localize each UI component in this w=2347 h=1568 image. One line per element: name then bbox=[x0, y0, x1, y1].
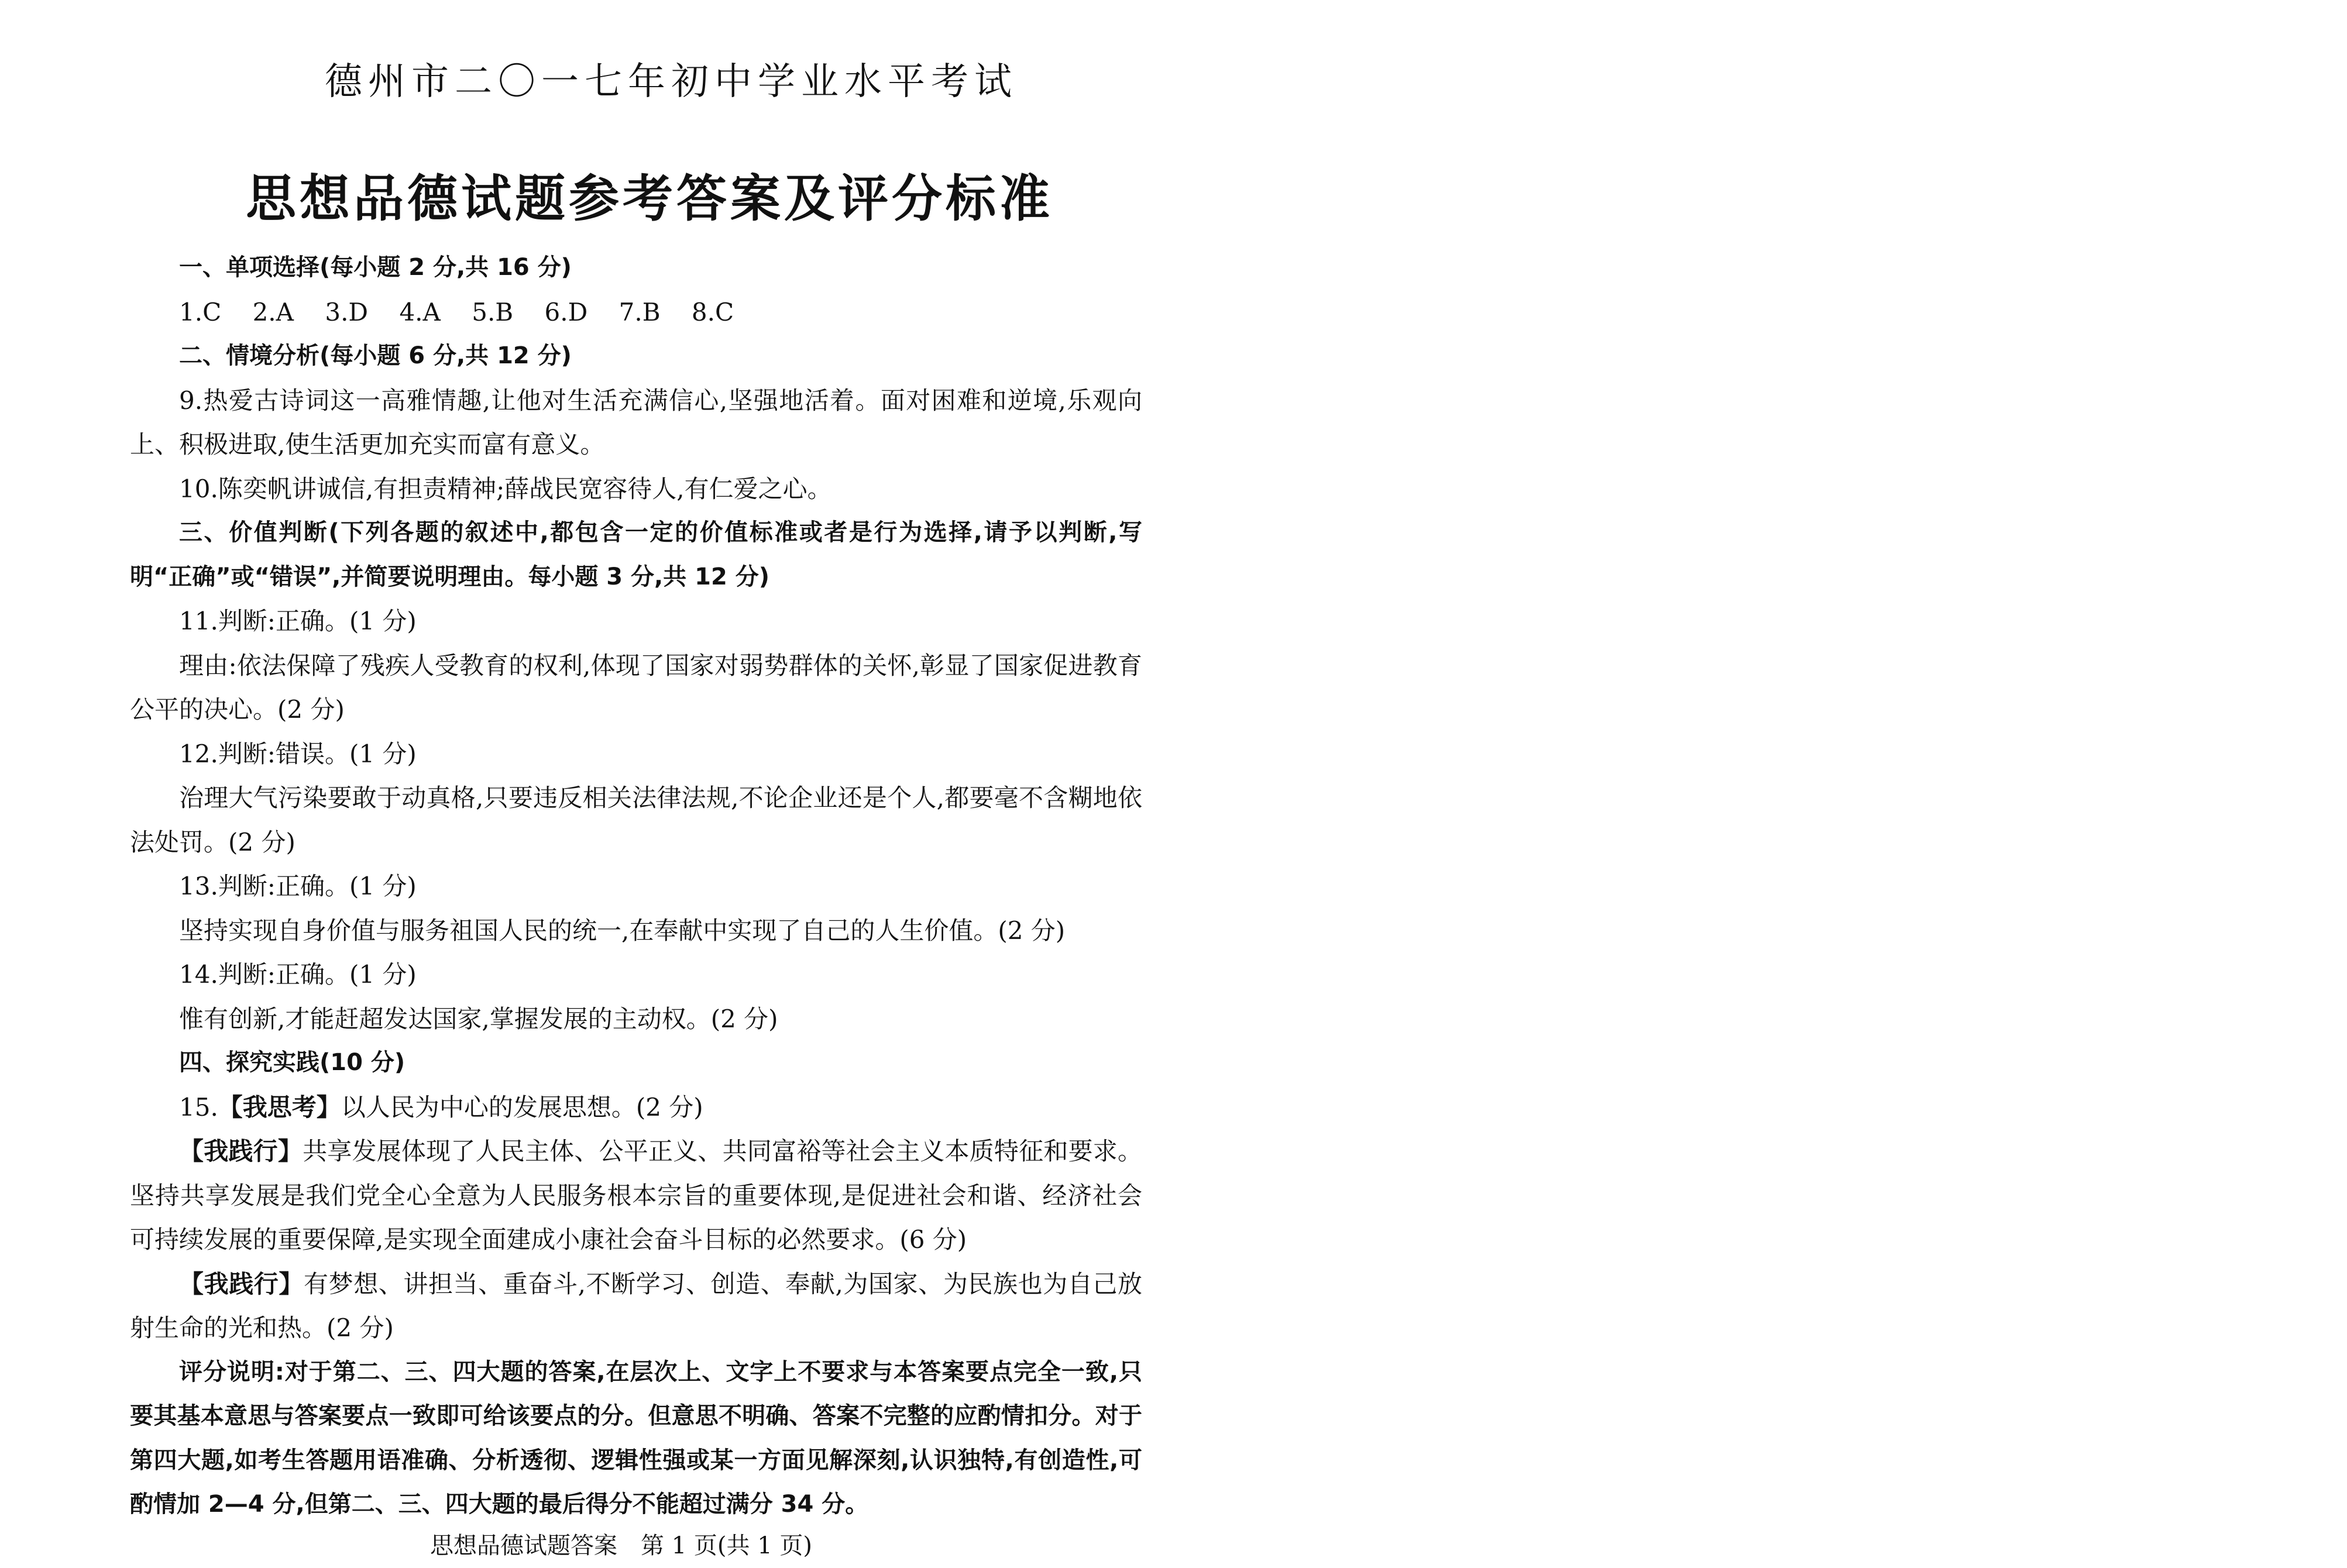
choice-answer: 6.D bbox=[544, 297, 588, 326]
question-13-judgement: 13.判断:正确。(1 分) bbox=[179, 872, 417, 900]
choice-answer: 1.C bbox=[179, 297, 222, 326]
page-footer: 思想品德试题答案 第 1 页(共 1 页) bbox=[430, 1532, 812, 1559]
question-9-answer: 9.热爱古诗词这一高雅情趣,让他对生活充满信心,坚强地活着。面对困难和逆境,乐观向上、积极进取,使生活更加充实而富有意义。 bbox=[130, 386, 1142, 459]
choice-answer: 4.A bbox=[399, 297, 441, 326]
i-practice-text: 共享发展体现了人民主体、公平正义、共同富裕等社会主义本质特征和要求。坚持共享发展是我们党全心全意为人民服务根本宗旨的重要体现,是促进社会和谐、经济社会可持续发展的重要保障,是实现全面建成小康社会奋斗目标的必然要求。(6 分) bbox=[130, 1137, 1142, 1254]
i-practice-text: 有梦想、讲担当、重奋斗,不断学习、创造、奉献,为国家、为民族也为自己放射生命的光和热。(2 分) bbox=[130, 1269, 1142, 1342]
grading-note: 评分说明:对于第二、三、四大题的答案,在层次上、文字上不要求与本答案要点完全一致,只要其基本意思与答案要点一致即可给该要点的分。但意思不明确、答案不完整的应酌情扣分。对于第四大题,如考生答题用语准确、分析透彻、逻辑性强或某一方面见解深刻,认识独特,有创造性,可酌情加 2—4 分,但第二、三、四大题的最后得分不能超过满分 34 分。 bbox=[130, 1358, 1142, 1518]
question-15-think bbox=[130, 1085, 1142, 1130]
section-4-heading: 四、探究实践(10 分) bbox=[179, 1049, 406, 1076]
question-11-judgement: 11.判断:正确。(1 分) bbox=[179, 607, 417, 635]
question-14-judgement: 14.判断:正确。(1 分) bbox=[179, 960, 417, 989]
i-practice-tag: 【我践行】 bbox=[179, 1269, 304, 1298]
section-1-heading: 一、单项选择(每小题 2 分,共 16 分) bbox=[179, 254, 572, 281]
section-2-heading: 二、情境分析(每小题 6 分,共 12 分) bbox=[179, 342, 572, 369]
answer-content bbox=[130, 246, 1142, 1527]
i-practice-tag: 【我践行】 bbox=[179, 1137, 303, 1165]
question-11-reason: 理由:依法保障了残疾人受教育的权利,体现了国家对弱势群体的关怀,彰显了国家促进教育公平的决心。(2 分) bbox=[130, 651, 1142, 724]
question-12-reason: 治理大气污染要敢于动真格,只要违反相关法律法规,不论企业还是个人,都要毫不含糊地依法处罚。(2 分) bbox=[130, 783, 1142, 857]
question-15-practice-1 bbox=[130, 1129, 1142, 1262]
i-think-tag: 【我思考】 bbox=[218, 1092, 341, 1122]
choice-answer: 7.B bbox=[618, 297, 661, 326]
choice-answer: 3.D bbox=[325, 297, 369, 326]
question-14-reason: 惟有创新,才能赶超发达国家,掌握发展的主动权。(2 分) bbox=[179, 1004, 778, 1033]
question-10-answer: 10.陈奕帆讲诚信,有担责精神;薛战民宽容待人,有仁爱之心。 bbox=[179, 474, 832, 503]
choice-answer: 8.C bbox=[691, 297, 734, 326]
section-3-heading: 三、价值判断(下列各题的叙述中,都包含一定的价值标准或者是行为选择,请予以判断,写明“正确”或“错误”,并简要说明理由。每小题 3 分,共 12 分) bbox=[130, 519, 1142, 590]
choice-answer: 5.B bbox=[472, 297, 514, 326]
exam-title: 德州市二〇一七年初中学业水平考试 bbox=[325, 60, 1018, 104]
choice-answer: 2.A bbox=[252, 297, 294, 326]
document-title: 思想品德试题参考答案及评分标准 bbox=[246, 170, 1053, 228]
question-15-number: 15. bbox=[179, 1092, 218, 1122]
question-15-practice-2 bbox=[130, 1262, 1142, 1350]
multiple-choice-answers bbox=[130, 290, 1142, 335]
question-12-judgement: 12.判断:错误。(1 分) bbox=[179, 739, 417, 768]
i-think-text: 以人民为中心的发展思想。(2 分) bbox=[341, 1092, 703, 1122]
question-13-reason: 坚持实现自身价值与服务祖国人民的统一,在奉献中实现了自己的人生价值。(2 分) bbox=[179, 916, 1066, 945]
